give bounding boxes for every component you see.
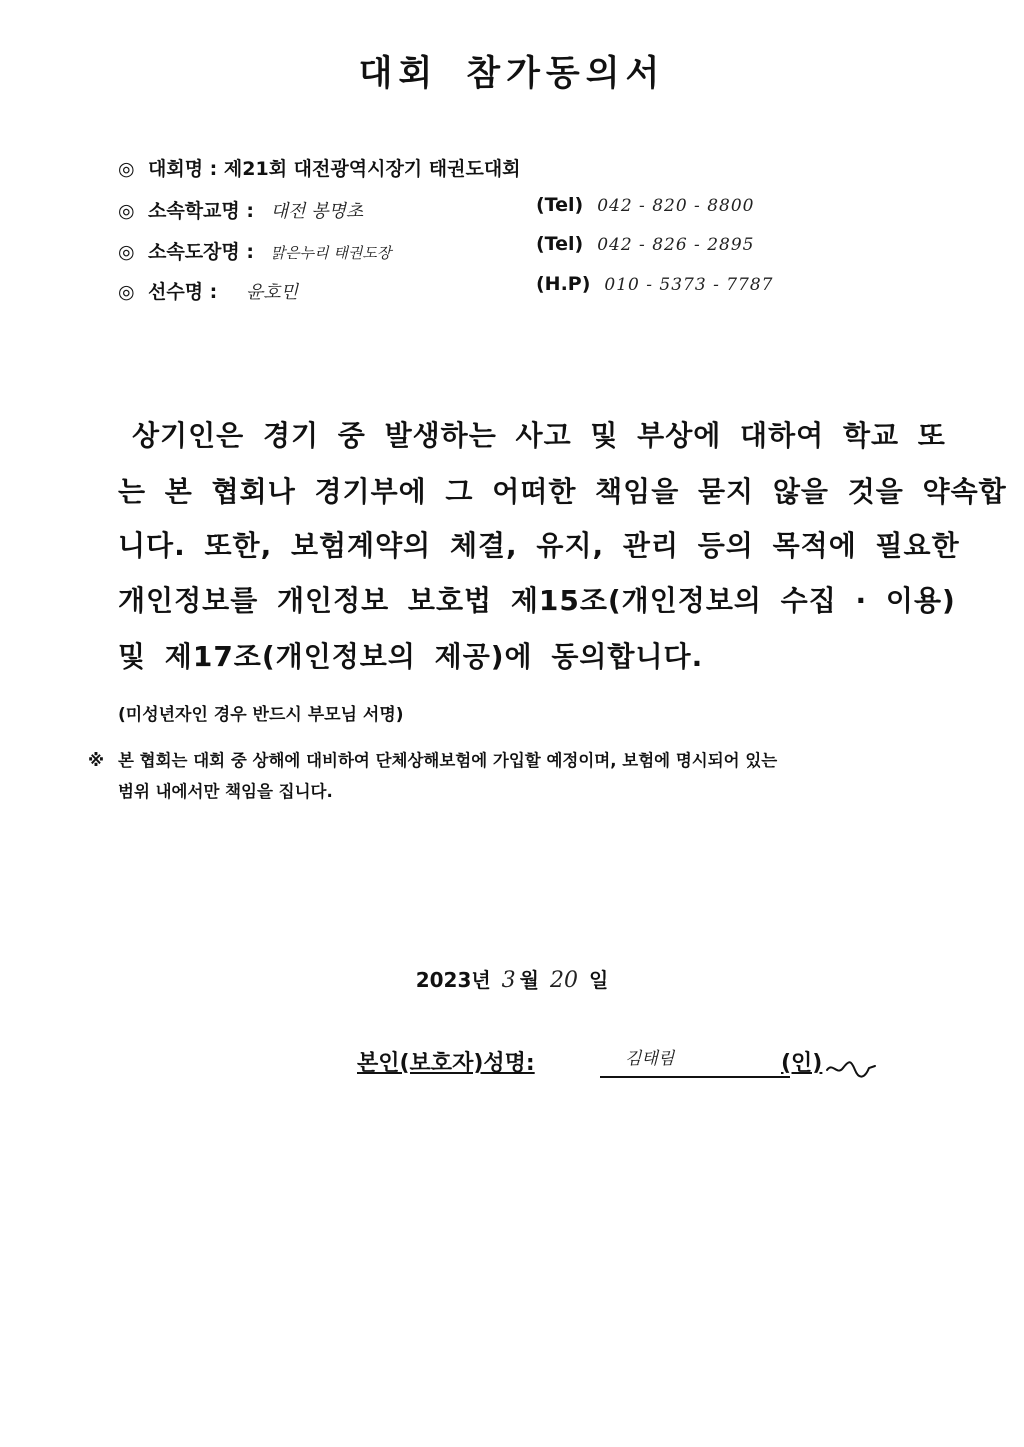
bullet-icon: ◎ [118, 200, 135, 222]
athlete-value: 윤호민 [245, 282, 299, 303]
bullet-icon: ◎ [118, 241, 135, 263]
school-value: 대전 봉명초 [270, 201, 364, 222]
title-part-2: 참가동의서 [466, 54, 666, 94]
athlete-label: 선수명 : [148, 281, 218, 303]
athlete-row [118, 277, 298, 304]
dojang-label: 소속도장명 : [148, 241, 254, 263]
signature-name: 김태림 [625, 1049, 675, 1069]
agreement-line-4: 개인정보를 개인정보 보호법 제15조(개인정보의 수집 · 이용) [118, 584, 956, 617]
bullet-icon: ◎ [118, 158, 135, 180]
date-day-unit: 일 [588, 968, 609, 992]
reference-mark-icon: ※ [88, 751, 105, 770]
agreement-line-3: 니다. 또한, 보험계약의 체결, 유지, 관리 등의 목적에 필요한 [118, 529, 960, 562]
insurance-notice [88, 745, 938, 807]
agreement-line-1: 상기인은 경기 중 발생하는 사고 및 부상에 대하여 학교 또 [132, 419, 946, 452]
signature-label: 본인(보호자)성명: [357, 1051, 535, 1076]
school-tel-value: 042 - 820 - 8800 [597, 196, 755, 216]
competition-value: 제21회 대전광역시장기 태권도대회 [223, 158, 521, 180]
dojang-tel-label: (Tel) [536, 233, 584, 255]
competition-row [118, 154, 521, 181]
dojang-value: 맑은누리 태권도장 [270, 244, 392, 262]
school-tel [536, 194, 754, 216]
school-label: 소속학교명 : [148, 200, 254, 222]
competition-label: 대회명 : [148, 158, 218, 180]
phone [536, 273, 774, 295]
signature-underline [600, 1076, 790, 1078]
agreement-line-5: 및 제17조(개인정보의 제공)에 동의합니다. [118, 640, 704, 673]
handwritten-signature [825, 1056, 877, 1086]
document-title [0, 46, 1024, 96]
seal-label: (인) [781, 1051, 823, 1076]
notice-line-1: 본 협회는 대회 중 상해에 대비하여 단체상해보험에 가입할 예정이며, 보험에 명시되어 있는 [118, 751, 778, 770]
date-month-value: 3 [501, 968, 516, 993]
title-part-1: 대회 [358, 54, 439, 94]
dojang-tel [536, 233, 754, 255]
signing-date [0, 964, 1024, 993]
date-year: 2023년 [415, 968, 491, 992]
school-tel-label: (Tel) [536, 194, 584, 216]
date-month-unit: 월 [519, 968, 539, 992]
minor-guardian-note: (미성년자인 경우 반드시 부모님 서명) [118, 705, 404, 725]
phone-label: (H.P) [536, 273, 591, 295]
dojang-row [118, 237, 391, 264]
notice-line-2: 범위 내에서만 책임을 집니다. [118, 782, 333, 801]
phone-value: 010 - 5373 - 7787 [604, 275, 774, 295]
dojang-tel-value: 042 - 826 - 2895 [597, 235, 755, 255]
bullet-icon: ◎ [118, 281, 135, 303]
date-day-value: 20 [549, 968, 578, 993]
school-row [118, 196, 363, 223]
agreement-line-2: 는 본 협회나 경기부에 그 어떠한 책임을 묻지 않을 것을 약속합 [118, 475, 1007, 508]
